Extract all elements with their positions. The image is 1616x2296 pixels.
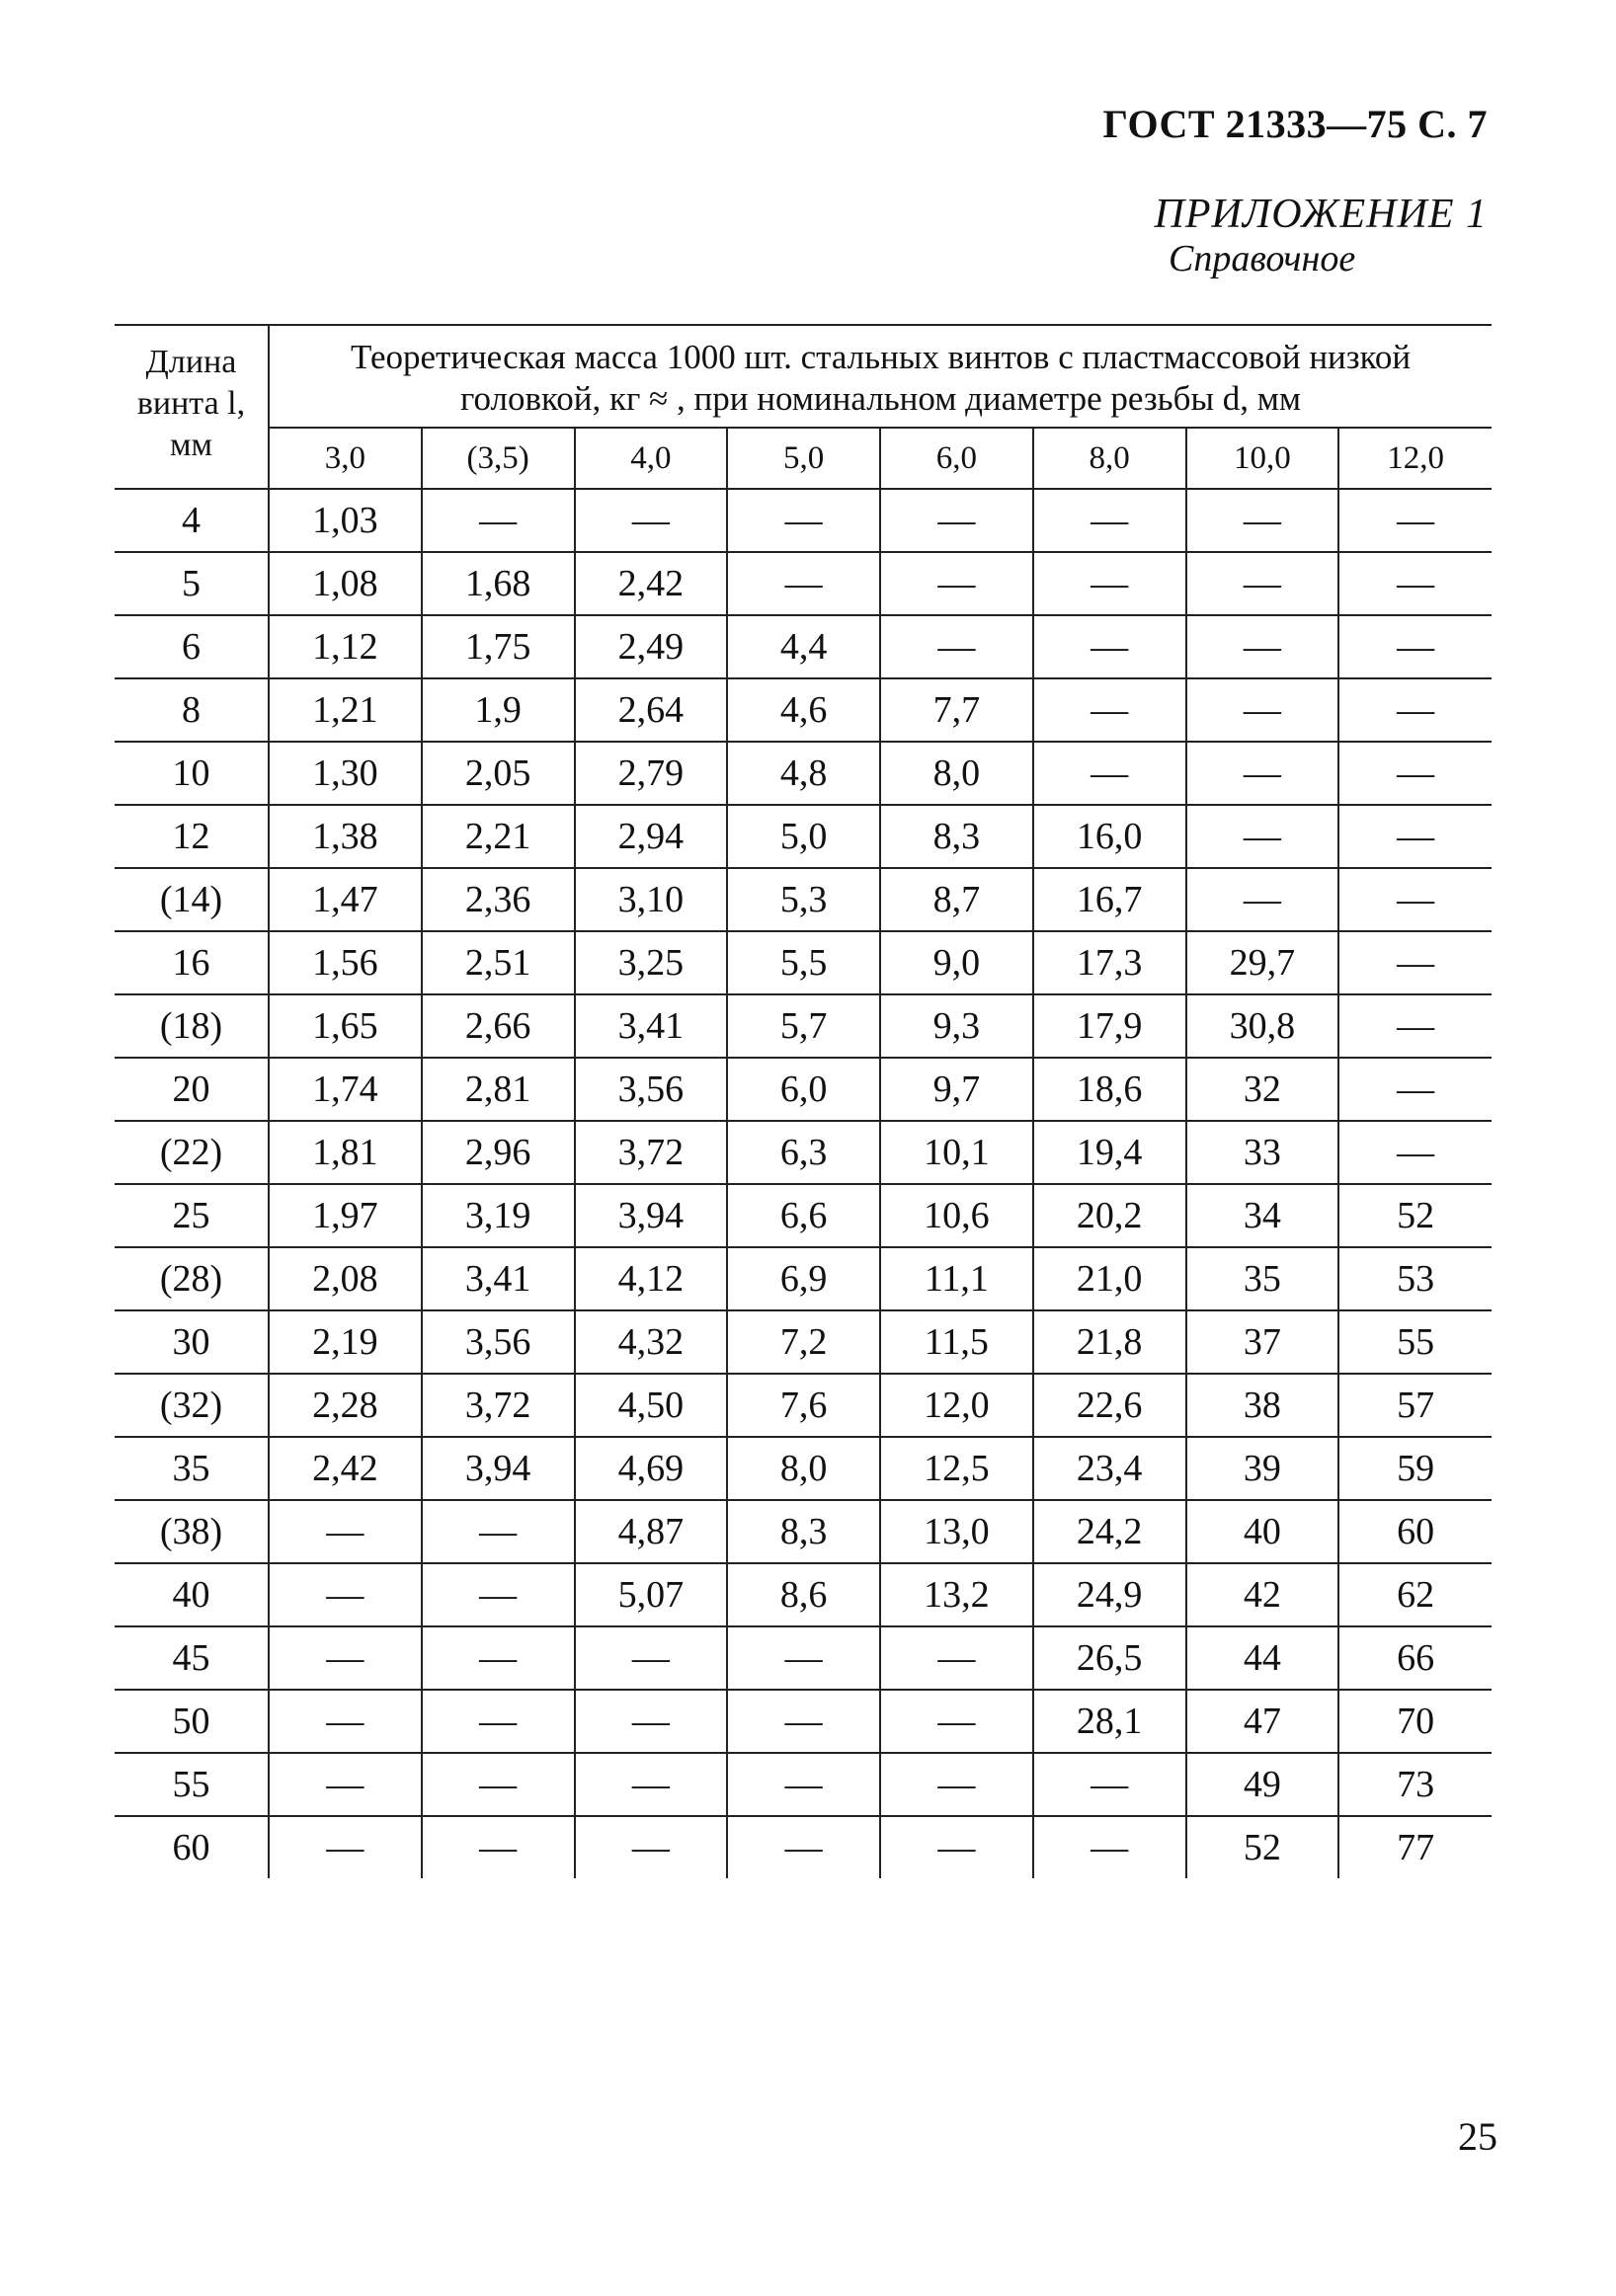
mass-cell: — xyxy=(1186,805,1339,868)
table-row xyxy=(115,1374,1492,1437)
table-row xyxy=(115,1184,1492,1247)
table-row xyxy=(115,552,1492,615)
length-cell: 4 xyxy=(115,489,269,552)
mass-cell: — xyxy=(880,1690,1033,1753)
mass-cell: 52 xyxy=(1186,1816,1339,1878)
mass-cell: — xyxy=(269,1500,422,1563)
mass-cell: 8,0 xyxy=(727,1437,880,1500)
mass-cell: 4,69 xyxy=(575,1437,728,1500)
mass-cell: 3,19 xyxy=(422,1184,575,1247)
mass-cell: 4,4 xyxy=(727,615,880,678)
table-row xyxy=(115,1437,1492,1500)
table-row xyxy=(115,931,1492,994)
length-cell: 6 xyxy=(115,615,269,678)
length-cell: (18) xyxy=(115,994,269,1058)
length-cell: 20 xyxy=(115,1058,269,1121)
length-cell: 55 xyxy=(115,1753,269,1816)
mass-cell: 1,21 xyxy=(269,678,422,742)
table-row xyxy=(115,1058,1492,1121)
mass-cell: 9,3 xyxy=(880,994,1033,1058)
mass-cell: 8,0 xyxy=(880,742,1033,805)
mass-cell: 60 xyxy=(1338,1500,1492,1563)
mass-cell: 2,79 xyxy=(575,742,728,805)
mass-cell: 2,49 xyxy=(575,615,728,678)
mass-cell: 52 xyxy=(1338,1184,1492,1247)
mass-cell: 7,2 xyxy=(727,1310,880,1374)
length-cell: 8 xyxy=(115,678,269,742)
table-row xyxy=(115,868,1492,931)
mass-header-line: Теоретическая масса 1000 шт. стальных винтов с пластмассовой низкой xyxy=(350,338,1412,376)
length-cell: 12 xyxy=(115,805,269,868)
mass-cell: — xyxy=(727,1816,880,1878)
mass-cell: 34 xyxy=(1186,1184,1339,1247)
mass-cell: 6,0 xyxy=(727,1058,880,1121)
mass-cell: — xyxy=(575,1816,728,1878)
mass-cell: — xyxy=(269,1563,422,1626)
page-number: 25 xyxy=(1458,2114,1497,2159)
mass-cell: — xyxy=(269,1690,422,1753)
mass-cell: 18,6 xyxy=(1033,1058,1186,1121)
length-header-line: Длина xyxy=(145,344,237,380)
mass-cell: 3,41 xyxy=(422,1247,575,1310)
mass-cell: 1,65 xyxy=(269,994,422,1058)
mass-cell: 2,42 xyxy=(269,1437,422,1500)
length-cell: 5 xyxy=(115,552,269,615)
mass-cell: 1,97 xyxy=(269,1184,422,1247)
mass-cell: 12,0 xyxy=(880,1374,1033,1437)
mass-cell: 9,7 xyxy=(880,1058,1033,1121)
mass-cell: — xyxy=(1338,552,1492,615)
diameter-header-cell: 12,0 xyxy=(1338,428,1492,489)
mass-cell: 8,7 xyxy=(880,868,1033,931)
table-body xyxy=(115,489,1492,1878)
mass-cell: 5,0 xyxy=(727,805,880,868)
mass-cell: 35 xyxy=(1186,1247,1339,1310)
length-cell: 40 xyxy=(115,1563,269,1626)
mass-cell: 4,6 xyxy=(727,678,880,742)
mass-cell: — xyxy=(880,489,1033,552)
mass-cell: 37 xyxy=(1186,1310,1339,1374)
table-row xyxy=(115,1247,1492,1310)
mass-cell: — xyxy=(1033,489,1186,552)
mass-cell: 1,30 xyxy=(269,742,422,805)
mass-cell: 1,47 xyxy=(269,868,422,931)
mass-cell: 20,2 xyxy=(1033,1184,1186,1247)
mass-cell: 3,94 xyxy=(422,1437,575,1500)
mass-cell: 1,68 xyxy=(422,552,575,615)
mass-cell: 4,87 xyxy=(575,1500,728,1563)
mass-cell: 57 xyxy=(1338,1374,1492,1437)
mass-cell: — xyxy=(1338,868,1492,931)
mass-cell: — xyxy=(1338,742,1492,805)
mass-cell: 1,56 xyxy=(269,931,422,994)
mass-cell: 26,5 xyxy=(1033,1626,1186,1690)
mass-cell: 2,66 xyxy=(422,994,575,1058)
mass-cell: 21,0 xyxy=(1033,1247,1186,1310)
mass-cell: 33 xyxy=(1186,1121,1339,1184)
mass-cell: 21,8 xyxy=(1033,1310,1186,1374)
length-cell: 25 xyxy=(115,1184,269,1247)
length-cell: (32) xyxy=(115,1374,269,1437)
mass-cell: 70 xyxy=(1338,1690,1492,1753)
mass-cell: 2,81 xyxy=(422,1058,575,1121)
length-cell: 60 xyxy=(115,1816,269,1878)
mass-cell: — xyxy=(727,1690,880,1753)
mass-cell: — xyxy=(575,1690,728,1753)
mass-cell: 5,5 xyxy=(727,931,880,994)
mass-cell: — xyxy=(422,1690,575,1753)
mass-cell: 13,2 xyxy=(880,1563,1033,1626)
mass-cell: — xyxy=(575,1626,728,1690)
mass-cell: — xyxy=(727,552,880,615)
table-row xyxy=(115,1626,1492,1690)
table-row xyxy=(115,1310,1492,1374)
diameter-header-cell: (3,5) xyxy=(422,428,575,489)
mass-cell: — xyxy=(880,1626,1033,1690)
mass-cell: 2,36 xyxy=(422,868,575,931)
table-row xyxy=(115,1690,1492,1753)
mass-cell: 1,81 xyxy=(269,1121,422,1184)
mass-cell: 17,3 xyxy=(1033,931,1186,994)
mass-cell: 10,6 xyxy=(880,1184,1033,1247)
mass-cell: 39 xyxy=(1186,1437,1339,1500)
mass-cell: 28,1 xyxy=(1033,1690,1186,1753)
mass-cell: 47 xyxy=(1186,1690,1339,1753)
mass-cell: 3,10 xyxy=(575,868,728,931)
mass-cell: — xyxy=(1033,1753,1186,1816)
mass-cell: — xyxy=(1338,1121,1492,1184)
mass-cell: — xyxy=(1033,1816,1186,1878)
mass-cell: 40 xyxy=(1186,1500,1339,1563)
length-cell: 16 xyxy=(115,931,269,994)
mass-cell: — xyxy=(1186,742,1339,805)
table-row xyxy=(115,678,1492,742)
mass-cell: 6,3 xyxy=(727,1121,880,1184)
mass-cell: 24,2 xyxy=(1033,1500,1186,1563)
mass-cell: — xyxy=(269,1753,422,1816)
mass-cell: — xyxy=(880,552,1033,615)
mass-cell: 53 xyxy=(1338,1247,1492,1310)
appendix-subtitle: Справочное xyxy=(1169,238,1356,279)
length-cell: (28) xyxy=(115,1247,269,1310)
mass-cell: 24,9 xyxy=(1033,1563,1186,1626)
mass-cell: — xyxy=(1338,678,1492,742)
mass-cell: — xyxy=(727,1753,880,1816)
mass-cell: 2,05 xyxy=(422,742,575,805)
mass-cell: 30,8 xyxy=(1186,994,1339,1058)
mass-cell: 4,12 xyxy=(575,1247,728,1310)
mass-cell: 1,9 xyxy=(422,678,575,742)
mass-cell: — xyxy=(269,1816,422,1878)
diameter-header-row xyxy=(115,428,1492,489)
mass-cell: 1,75 xyxy=(422,615,575,678)
mass-cell: 11,5 xyxy=(880,1310,1033,1374)
mass-cell: 2,08 xyxy=(269,1247,422,1310)
mass-cell: — xyxy=(880,1816,1033,1878)
diameter-header-cell: 3,0 xyxy=(269,428,422,489)
appendix-title: ПРИЛОЖЕНИЕ 1 xyxy=(1154,192,1488,237)
mass-cell: 4,32 xyxy=(575,1310,728,1374)
mass-cell: 6,9 xyxy=(727,1247,880,1310)
table-row xyxy=(115,615,1492,678)
mass-cell: 1,38 xyxy=(269,805,422,868)
mass-cell: — xyxy=(1338,805,1492,868)
diameter-header-cell: 6,0 xyxy=(880,428,1033,489)
page-header: ГОСТ 21333—75 С. 7 xyxy=(1102,102,1488,146)
mass-cell: — xyxy=(1338,615,1492,678)
mass-cell: 42 xyxy=(1186,1563,1339,1626)
mass-cell: 2,94 xyxy=(575,805,728,868)
diameter-header-cell: 8,0 xyxy=(1033,428,1186,489)
table-row xyxy=(115,742,1492,805)
mass-cell: 4,50 xyxy=(575,1374,728,1437)
mass-cell: 19,4 xyxy=(1033,1121,1186,1184)
mass-cell: 66 xyxy=(1338,1626,1492,1690)
mass-cell: 22,6 xyxy=(1033,1374,1186,1437)
mass-cell: 3,56 xyxy=(575,1058,728,1121)
mass-cell: 38 xyxy=(1186,1374,1339,1437)
diameter-header-cell: 5,0 xyxy=(727,428,880,489)
mass-cell: 2,28 xyxy=(269,1374,422,1437)
mass-cell: — xyxy=(1186,489,1339,552)
length-cell: 10 xyxy=(115,742,269,805)
mass-cell: 12,5 xyxy=(880,1437,1033,1500)
mass-cell: 29,7 xyxy=(1186,931,1339,994)
mass-cell: — xyxy=(727,489,880,552)
mass-cell: 3,25 xyxy=(575,931,728,994)
table-row xyxy=(115,994,1492,1058)
table-row xyxy=(115,1563,1492,1626)
mass-cell: 6,6 xyxy=(727,1184,880,1247)
mass-cell: 5,07 xyxy=(575,1563,728,1626)
mass-cell: 17,9 xyxy=(1033,994,1186,1058)
mass-cell: — xyxy=(1033,678,1186,742)
table-row xyxy=(115,1121,1492,1184)
mass-header-line: головкой, кг ≈ , при номинальном диаметре резьбы d, мм xyxy=(459,379,1302,418)
mass-cell: 3,72 xyxy=(422,1374,575,1437)
mass-cell: 7,7 xyxy=(880,678,1033,742)
mass-cell: 11,1 xyxy=(880,1247,1033,1310)
mass-cell: 3,72 xyxy=(575,1121,728,1184)
mass-cell: 2,51 xyxy=(422,931,575,994)
mass-cell: 3,41 xyxy=(575,994,728,1058)
mass-cell: 16,0 xyxy=(1033,805,1186,868)
mass-cell: — xyxy=(1033,742,1186,805)
mass-cell: — xyxy=(422,1753,575,1816)
mass-cell: — xyxy=(727,1626,880,1690)
mass-cell: 32 xyxy=(1186,1058,1339,1121)
mass-cell: 2,96 xyxy=(422,1121,575,1184)
mass-cell: 7,6 xyxy=(727,1374,880,1437)
mass-cell: — xyxy=(1338,489,1492,552)
diameter-header-cell: 4,0 xyxy=(575,428,728,489)
mass-cell: — xyxy=(1338,1058,1492,1121)
mass-cell: 5,7 xyxy=(727,994,880,1058)
mass-cell: 1,08 xyxy=(269,552,422,615)
mass-cell: 3,56 xyxy=(422,1310,575,1374)
mass-cell: 2,64 xyxy=(575,678,728,742)
mass-cell: — xyxy=(1186,868,1339,931)
mass-cell: 5,3 xyxy=(727,868,880,931)
mass-cell: 77 xyxy=(1397,1827,1435,1868)
mass-cell: 8,3 xyxy=(880,805,1033,868)
mass-cell: 23,4 xyxy=(1033,1437,1186,1500)
diameter-header-cell: 10,0 xyxy=(1186,428,1339,489)
length-column-header xyxy=(115,325,269,489)
table-row xyxy=(115,805,1492,868)
mass-cell: — xyxy=(422,1626,575,1690)
mass-cell: — xyxy=(880,1753,1033,1816)
mass-cell: 44 xyxy=(1186,1626,1339,1690)
mass-cell: 62 xyxy=(1338,1563,1492,1626)
table-row xyxy=(115,1816,1492,1878)
mass-cell: 4,8 xyxy=(727,742,880,805)
mass-column-header xyxy=(269,325,1492,428)
length-cell: 35 xyxy=(115,1437,269,1500)
mass-table xyxy=(115,324,1492,1878)
mass-cell: — xyxy=(269,1626,422,1690)
length-cell: (22) xyxy=(115,1121,269,1184)
mass-cell: 3,94 xyxy=(575,1184,728,1247)
length-cell: 50 xyxy=(115,1690,269,1753)
mass-cell: 8,3 xyxy=(727,1500,880,1563)
mass-cell: 1,03 xyxy=(269,489,422,552)
length-cell: (14) xyxy=(115,868,269,931)
mass-cell: — xyxy=(422,1816,575,1878)
length-header-line: винта l, xyxy=(136,385,246,422)
mass-cell: 1,74 xyxy=(269,1058,422,1121)
mass-cell: 2,19 xyxy=(269,1310,422,1374)
length-header-line: мм xyxy=(169,427,213,463)
mass-cell: 73 xyxy=(1338,1753,1492,1816)
length-cell: 45 xyxy=(115,1626,269,1690)
mass-cell: 1,12 xyxy=(269,615,422,678)
mass-cell: 9,0 xyxy=(880,931,1033,994)
mass-cell: — xyxy=(1186,678,1339,742)
length-cell: 30 xyxy=(115,1310,269,1374)
length-cell: (38) xyxy=(115,1500,269,1563)
mass-cell: 49 xyxy=(1186,1753,1339,1816)
mass-cell: 2,21 xyxy=(422,805,575,868)
mass-cell: — xyxy=(1186,615,1339,678)
mass-cell: — xyxy=(1186,552,1339,615)
mass-cell: 13,0 xyxy=(880,1500,1033,1563)
mass-cell: — xyxy=(880,615,1033,678)
mass-cell: 55 xyxy=(1338,1310,1492,1374)
table-row xyxy=(115,489,1492,552)
mass-cell: — xyxy=(422,1563,575,1626)
mass-cell: — xyxy=(422,1500,575,1563)
mass-cell: — xyxy=(1338,994,1492,1058)
mass-cell: — xyxy=(575,1753,728,1816)
mass-cell: 59 xyxy=(1338,1437,1492,1500)
mass-cell: — xyxy=(1033,615,1186,678)
table-row xyxy=(115,1753,1492,1816)
mass-cell: 2,42 xyxy=(575,552,728,615)
mass-cell: — xyxy=(575,489,728,552)
mass-cell: — xyxy=(1338,931,1492,994)
table-row xyxy=(115,1500,1492,1563)
mass-cell: 16,7 xyxy=(1033,868,1186,931)
mass-cell: 10,1 xyxy=(880,1121,1033,1184)
mass-cell: — xyxy=(1033,552,1186,615)
mass-cell: 8,6 xyxy=(727,1563,880,1626)
mass-cell: — xyxy=(422,489,575,552)
